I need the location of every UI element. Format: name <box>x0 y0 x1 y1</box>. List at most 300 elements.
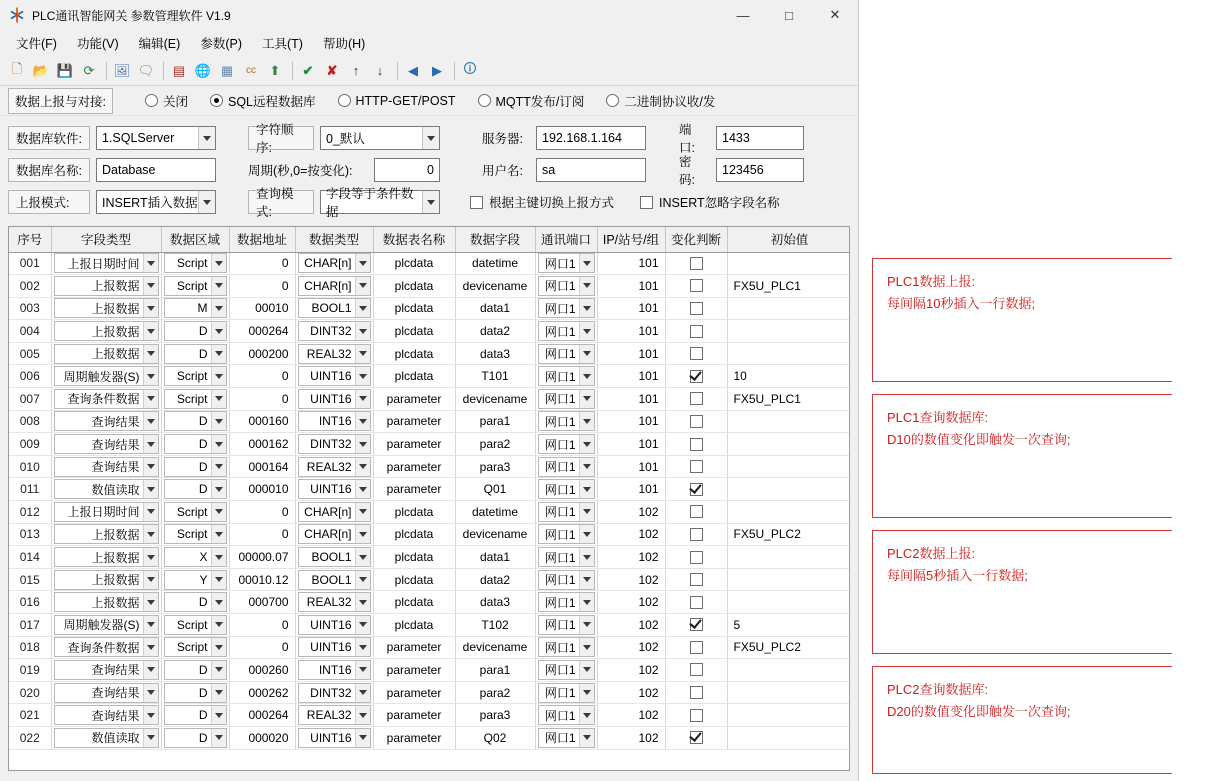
chevron-down-icon[interactable] <box>579 525 594 543</box>
table-row[interactable] <box>9 455 850 478</box>
cell-table-name[interactable]: parameter <box>373 659 455 682</box>
cell-data-address[interactable]: 0 <box>229 252 295 275</box>
change-detect-checkbox[interactable] <box>690 731 703 744</box>
cell-data-field[interactable]: data1 <box>455 546 535 569</box>
chevron-down-icon[interactable] <box>143 254 158 272</box>
cell-data-address[interactable]: 000010 <box>229 478 295 501</box>
cell-data-type[interactable] <box>295 342 373 365</box>
cell-table-name[interactable]: plcdata <box>373 320 455 343</box>
cell-ip-station[interactable]: 102 <box>597 614 665 637</box>
cell-data-type[interactable] <box>295 726 373 749</box>
table-row[interactable] <box>9 614 850 637</box>
cell-table-name[interactable]: parameter <box>373 410 455 433</box>
cell-data-field[interactable]: para1 <box>455 410 535 433</box>
table-row[interactable] <box>9 726 850 749</box>
cell-change-detect[interactable] <box>665 726 727 749</box>
cell-data-field[interactable]: para3 <box>455 455 535 478</box>
change-detect-checkbox[interactable] <box>690 279 703 292</box>
table-row[interactable] <box>9 523 850 546</box>
table-row[interactable] <box>9 591 850 614</box>
cell-ip-station[interactable]: 102 <box>597 659 665 682</box>
chevron-down-icon[interactable] <box>211 367 226 385</box>
chevron-down-icon[interactable] <box>579 277 594 295</box>
change-detect-checkbox[interactable] <box>690 483 703 496</box>
column-header-comm-port[interactable]: 通讯端口 <box>535 227 597 252</box>
table-row[interactable] <box>9 704 850 727</box>
cell-change-detect[interactable] <box>665 455 727 478</box>
chevron-down-icon[interactable] <box>211 480 226 498</box>
chevron-down-icon[interactable] <box>211 638 226 656</box>
chevron-down-icon[interactable] <box>355 345 370 363</box>
cell-table-name[interactable]: plcdata <box>373 501 455 524</box>
cell-initial-value[interactable] <box>727 726 850 749</box>
cell-field-type[interactable] <box>51 275 161 298</box>
chevron-down-icon[interactable] <box>355 390 370 408</box>
chevron-down-icon[interactable] <box>579 367 594 385</box>
cell-data-address[interactable]: 0 <box>229 275 295 298</box>
cell-comm-port[interactable] <box>535 433 597 456</box>
cell-data-address[interactable]: 00000.07 <box>229 546 295 569</box>
cell-ip-station[interactable]: 102 <box>597 681 665 704</box>
cell-data-field[interactable]: para2 <box>455 433 535 456</box>
cell-ip-station[interactable]: 101 <box>597 478 665 501</box>
cell-data-type[interactable] <box>295 297 373 320</box>
cell-data-field[interactable]: para1 <box>455 659 535 682</box>
chevron-down-icon[interactable] <box>355 412 370 430</box>
cell-ip-station[interactable]: 101 <box>597 433 665 456</box>
chevron-down-icon[interactable] <box>211 435 226 453</box>
chevron-down-icon[interactable] <box>143 638 158 656</box>
cell-table-name[interactable]: plcdata <box>373 591 455 614</box>
cell-initial-value[interactable] <box>727 410 850 433</box>
cell-field-type[interactable] <box>51 614 161 637</box>
cell-comm-port[interactable] <box>535 546 597 569</box>
cell-change-detect[interactable] <box>665 252 727 275</box>
cell-table-name[interactable]: parameter <box>373 636 455 659</box>
chevron-down-icon[interactable] <box>355 661 370 679</box>
chevron-down-icon[interactable] <box>211 548 226 566</box>
cell-data-type[interactable] <box>295 681 373 704</box>
cell-ip-station[interactable]: 101 <box>597 297 665 320</box>
cell-comm-port[interactable] <box>535 659 597 682</box>
chevron-down-icon[interactable] <box>143 458 158 476</box>
cell-data-area[interactable] <box>161 365 229 388</box>
chevron-down-icon[interactable] <box>355 458 370 476</box>
cell-field-type[interactable] <box>51 388 161 411</box>
port-input[interactable]: 1433 <box>716 126 804 150</box>
cell-change-detect[interactable] <box>665 320 727 343</box>
cell-initial-value[interactable] <box>727 659 850 682</box>
cell-data-area[interactable] <box>161 636 229 659</box>
cell-data-address[interactable]: 0 <box>229 501 295 524</box>
change-detect-checkbox[interactable] <box>690 257 703 270</box>
change-detect-checkbox[interactable] <box>690 641 703 654</box>
cell-initial-value[interactable] <box>727 704 850 727</box>
change-detect-checkbox[interactable] <box>690 325 703 338</box>
cell-ip-station[interactable]: 102 <box>597 523 665 546</box>
cell-data-type[interactable] <box>295 252 373 275</box>
change-detect-checkbox[interactable] <box>690 618 703 631</box>
chevron-down-icon[interactable] <box>143 480 158 498</box>
cell-data-area[interactable] <box>161 275 229 298</box>
chevron-down-icon[interactable] <box>355 254 370 272</box>
cell-ip-station[interactable]: 102 <box>597 636 665 659</box>
cell-table-name[interactable]: plcdata <box>373 342 455 365</box>
chevron-down-icon[interactable] <box>211 254 226 272</box>
chevron-down-icon[interactable] <box>355 299 370 317</box>
column-header-initial-value[interactable]: 初始值 <box>727 227 850 252</box>
cell-table-name[interactable]: parameter <box>373 478 455 501</box>
chevron-down-icon[interactable] <box>143 412 158 430</box>
chevron-down-icon[interactable] <box>422 191 439 213</box>
chevron-down-icon[interactable] <box>579 458 594 476</box>
chevron-down-icon[interactable] <box>579 638 594 656</box>
cell-comm-port[interactable] <box>535 365 597 388</box>
insert-ignore-checkbox[interactable] <box>640 193 780 211</box>
globe-icon[interactable]: 🌐 <box>194 62 212 78</box>
cell-data-field[interactable]: T101 <box>455 365 535 388</box>
column-header-field-type[interactable]: 字段类型 <box>51 227 161 252</box>
cell-data-address[interactable]: 00010 <box>229 297 295 320</box>
cell-field-type[interactable] <box>51 342 161 365</box>
cell-field-type[interactable] <box>51 433 161 456</box>
cell-table-name[interactable]: plcdata <box>373 365 455 388</box>
cell-initial-value[interactable] <box>727 297 850 320</box>
cell-comm-port[interactable] <box>535 297 597 320</box>
column-header-data-type[interactable]: 数据类型 <box>295 227 373 252</box>
cell-initial-value[interactable] <box>727 455 850 478</box>
minimize-button[interactable]: — <box>736 7 750 23</box>
column-header-seq[interactable]: 序号 <box>9 227 51 252</box>
cell-initial-value[interactable]: 10 <box>727 365 850 388</box>
chevron-down-icon[interactable] <box>579 593 594 611</box>
cell-data-type[interactable] <box>295 614 373 637</box>
cell-data-address[interactable]: 000160 <box>229 410 295 433</box>
change-detect-checkbox[interactable] <box>690 663 703 676</box>
chevron-down-icon[interactable] <box>211 571 226 589</box>
cell-data-address[interactable]: 0 <box>229 636 295 659</box>
chevron-down-icon[interactable] <box>143 322 158 340</box>
cell-data-type[interactable] <box>295 591 373 614</box>
chevron-down-icon[interactable] <box>579 390 594 408</box>
chevron-down-icon[interactable] <box>579 345 594 363</box>
chevron-down-icon[interactable] <box>355 593 370 611</box>
cell-data-area[interactable] <box>161 252 229 275</box>
chevron-down-icon[interactable] <box>211 706 226 724</box>
column-header-change-detect[interactable]: 变化判断 <box>665 227 727 252</box>
charset-select[interactable] <box>320 126 440 150</box>
table-row[interactable] <box>9 433 850 456</box>
chevron-down-icon[interactable] <box>143 345 158 363</box>
table-row[interactable] <box>9 681 850 704</box>
cell-data-area[interactable] <box>161 523 229 546</box>
chevron-down-icon[interactable] <box>355 277 370 295</box>
cell-change-detect[interactable] <box>665 523 727 546</box>
cell-change-detect[interactable] <box>665 275 727 298</box>
cell-data-address[interactable]: 0 <box>229 523 295 546</box>
cell-data-area[interactable] <box>161 320 229 343</box>
chevron-down-icon[interactable] <box>355 480 370 498</box>
cell-data-address[interactable]: 000200 <box>229 342 295 365</box>
cell-data-area[interactable] <box>161 568 229 591</box>
cell-field-type[interactable] <box>51 681 161 704</box>
change-detect-checkbox[interactable] <box>690 460 703 473</box>
chevron-down-icon[interactable] <box>579 412 594 430</box>
cell-comm-port[interactable] <box>535 410 597 433</box>
cell-data-type[interactable] <box>295 388 373 411</box>
cell-data-type[interactable] <box>295 320 373 343</box>
chevron-down-icon[interactable] <box>579 661 594 679</box>
cell-change-detect[interactable] <box>665 614 727 637</box>
chevron-down-icon[interactable] <box>579 299 594 317</box>
chevron-down-icon[interactable] <box>355 571 370 589</box>
cell-comm-port[interactable] <box>535 320 597 343</box>
table-row[interactable] <box>9 546 850 569</box>
chevron-down-icon[interactable] <box>579 322 594 340</box>
cell-change-detect[interactable] <box>665 704 727 727</box>
chevron-down-icon[interactable] <box>143 616 158 634</box>
cell-data-area[interactable] <box>161 501 229 524</box>
cell-data-type[interactable] <box>295 659 373 682</box>
close-button[interactable]: ✕ <box>829 7 841 22</box>
cell-field-type[interactable] <box>51 320 161 343</box>
cell-data-field[interactable]: devicename <box>455 388 535 411</box>
grid-icon[interactable]: ▦ <box>220 62 234 78</box>
chevron-down-icon[interactable] <box>579 254 594 272</box>
cell-data-field[interactable]: Q01 <box>455 478 535 501</box>
cell-ip-station[interactable]: 102 <box>597 591 665 614</box>
chevron-down-icon[interactable] <box>143 548 158 566</box>
cell-initial-value[interactable] <box>727 681 850 704</box>
cell-data-field[interactable]: datetime <box>455 501 535 524</box>
cell-data-field[interactable]: para3 <box>455 704 535 727</box>
cell-initial-value[interactable]: FX5U_PLC2 <box>727 636 850 659</box>
chevron-down-icon[interactable] <box>211 616 226 634</box>
cell-field-type[interactable] <box>51 523 161 546</box>
table-row[interactable] <box>9 636 850 659</box>
radio-mqtt[interactable] <box>478 92 585 110</box>
cell-data-field[interactable]: para2 <box>455 681 535 704</box>
chevron-down-icon[interactable] <box>211 661 226 679</box>
menu-edit[interactable]: 编辑(E) <box>138 37 181 51</box>
confirm-icon[interactable]: ✔ <box>302 62 314 78</box>
table-row[interactable] <box>9 388 850 411</box>
chevron-down-icon[interactable] <box>355 322 370 340</box>
column-header-data-area[interactable]: 数据区域 <box>161 227 229 252</box>
chevron-down-icon[interactable] <box>579 503 594 521</box>
cell-data-field[interactable]: data1 <box>455 297 535 320</box>
cell-comm-port[interactable] <box>535 342 597 365</box>
column-header-data-field[interactable]: 数据字段 <box>455 227 535 252</box>
cell-initial-value[interactable] <box>727 433 850 456</box>
cell-field-type[interactable] <box>51 410 161 433</box>
cell-data-field[interactable]: data3 <box>455 342 535 365</box>
cell-table-name[interactable]: plcdata <box>373 275 455 298</box>
cell-table-name[interactable]: parameter <box>373 388 455 411</box>
cell-data-type[interactable] <box>295 501 373 524</box>
cell-change-detect[interactable] <box>665 636 727 659</box>
chevron-down-icon[interactable] <box>211 390 226 408</box>
cell-change-detect[interactable] <box>665 478 727 501</box>
cell-field-type[interactable] <box>51 659 161 682</box>
change-detect-checkbox[interactable] <box>690 370 703 383</box>
cell-change-detect[interactable] <box>665 388 727 411</box>
change-detect-checkbox[interactable] <box>690 573 703 586</box>
cell-field-type[interactable] <box>51 501 161 524</box>
change-detect-checkbox[interactable] <box>690 415 703 428</box>
cell-comm-port[interactable] <box>535 523 597 546</box>
cell-data-type[interactable] <box>295 410 373 433</box>
cell-comm-port[interactable] <box>535 591 597 614</box>
chevron-down-icon[interactable] <box>211 684 226 702</box>
cell-data-area[interactable] <box>161 455 229 478</box>
db-software-select[interactable] <box>96 126 216 150</box>
cell-data-area[interactable] <box>161 342 229 365</box>
chevron-down-icon[interactable] <box>422 127 439 149</box>
cell-table-name[interactable]: plcdata <box>373 252 455 275</box>
cell-comm-port[interactable] <box>535 636 597 659</box>
cell-data-field[interactable]: Q02 <box>455 726 535 749</box>
table-row[interactable] <box>9 297 850 320</box>
password-input[interactable]: 123456 <box>716 158 804 182</box>
cell-initial-value[interactable] <box>727 252 850 275</box>
chevron-down-icon[interactable] <box>143 367 158 385</box>
cell-change-detect[interactable] <box>665 365 727 388</box>
change-detect-checkbox[interactable] <box>690 709 703 722</box>
table-row[interactable] <box>9 478 850 501</box>
cell-data-address[interactable]: 000264 <box>229 704 295 727</box>
cell-initial-value[interactable] <box>727 568 850 591</box>
primary-key-checkbox[interactable] <box>470 193 614 211</box>
cell-field-type[interactable] <box>51 726 161 749</box>
change-detect-checkbox[interactable] <box>690 438 703 451</box>
export-icon[interactable]: 🖼 <box>113 62 131 78</box>
chevron-down-icon[interactable] <box>211 729 226 747</box>
change-detect-checkbox[interactable] <box>690 302 703 315</box>
radio-sql-remote-db[interactable] <box>210 92 316 110</box>
cell-data-area[interactable] <box>161 681 229 704</box>
cell-table-name[interactable]: parameter <box>373 704 455 727</box>
chevron-down-icon[interactable] <box>579 435 594 453</box>
cell-change-detect[interactable] <box>665 659 727 682</box>
menu-help[interactable]: 帮助(H) <box>322 37 366 51</box>
upload-mode-select[interactable] <box>96 190 216 214</box>
chevron-down-icon[interactable] <box>143 435 158 453</box>
cell-data-area[interactable] <box>161 614 229 637</box>
comment-icon[interactable]: 🗨 <box>137 62 155 78</box>
cell-data-address[interactable]: 000262 <box>229 681 295 704</box>
cell-data-address[interactable]: 000162 <box>229 433 295 456</box>
cell-data-field[interactable]: devicename <box>455 636 535 659</box>
chevron-down-icon[interactable] <box>579 480 594 498</box>
cell-data-address[interactable]: 000020 <box>229 726 295 749</box>
cell-table-name[interactable]: parameter <box>373 455 455 478</box>
cell-comm-port[interactable] <box>535 388 597 411</box>
cell-ip-station[interactable]: 101 <box>597 320 665 343</box>
cell-data-area[interactable] <box>161 297 229 320</box>
arrow-up-icon[interactable]: ↑ <box>352 63 360 78</box>
cell-table-name[interactable]: plcdata <box>373 523 455 546</box>
cell-field-type[interactable] <box>51 636 161 659</box>
chevron-down-icon[interactable] <box>211 277 226 295</box>
code-icon[interactable]: cc <box>246 65 256 76</box>
chevron-down-icon[interactable] <box>198 127 215 149</box>
chevron-down-icon[interactable] <box>355 503 370 521</box>
cell-data-type[interactable] <box>295 455 373 478</box>
cell-data-area[interactable] <box>161 388 229 411</box>
cell-initial-value[interactable] <box>727 591 850 614</box>
change-detect-checkbox[interactable] <box>690 528 703 541</box>
open-folder-icon[interactable]: 📂 <box>32 62 50 78</box>
cell-change-detect[interactable] <box>665 342 727 365</box>
chevron-down-icon[interactable] <box>211 345 226 363</box>
cell-field-type[interactable] <box>51 591 161 614</box>
refresh-icon[interactable]: ⟳ <box>83 62 95 78</box>
cell-ip-station[interactable]: 101 <box>597 342 665 365</box>
help-icon[interactable]: 🛈 <box>463 60 477 76</box>
cell-data-area[interactable] <box>161 478 229 501</box>
chevron-down-icon[interactable] <box>211 299 226 317</box>
change-detect-checkbox[interactable] <box>690 392 703 405</box>
cell-data-type[interactable] <box>295 568 373 591</box>
period-input[interactable]: 0 <box>374 158 440 182</box>
cell-change-detect[interactable] <box>665 681 727 704</box>
change-detect-checkbox[interactable] <box>690 596 703 609</box>
cell-initial-value[interactable] <box>727 546 850 569</box>
cell-field-type[interactable] <box>51 568 161 591</box>
cell-data-type[interactable] <box>295 478 373 501</box>
cell-ip-station[interactable]: 101 <box>597 252 665 275</box>
cell-data-area[interactable] <box>161 726 229 749</box>
cell-field-type[interactable] <box>51 365 161 388</box>
cell-change-detect[interactable] <box>665 546 727 569</box>
cell-data-type[interactable] <box>295 275 373 298</box>
cell-data-area[interactable] <box>161 659 229 682</box>
change-detect-checkbox[interactable] <box>690 347 703 360</box>
cell-data-field[interactable]: devicename <box>455 523 535 546</box>
cell-table-name[interactable]: plcdata <box>373 546 455 569</box>
chevron-down-icon[interactable] <box>143 277 158 295</box>
cell-comm-port[interactable] <box>535 726 597 749</box>
cell-data-field[interactable]: devicename <box>455 275 535 298</box>
cell-ip-station[interactable]: 101 <box>597 365 665 388</box>
chevron-down-icon[interactable] <box>355 706 370 724</box>
cell-ip-station[interactable]: 101 <box>597 388 665 411</box>
cell-initial-value[interactable]: FX5U_PLC1 <box>727 275 850 298</box>
next-icon[interactable]: ▶ <box>432 62 442 78</box>
chevron-down-icon[interactable] <box>355 616 370 634</box>
cell-data-field[interactable]: datetime <box>455 252 535 275</box>
chevron-down-icon[interactable] <box>143 706 158 724</box>
cell-data-area[interactable] <box>161 591 229 614</box>
cell-data-field[interactable]: data2 <box>455 320 535 343</box>
cell-table-name[interactable]: plcdata <box>373 568 455 591</box>
cell-data-area[interactable] <box>161 433 229 456</box>
chevron-down-icon[interactable] <box>143 571 158 589</box>
cell-data-field[interactable]: T102 <box>455 614 535 637</box>
cell-data-address[interactable]: 000700 <box>229 591 295 614</box>
cell-data-type[interactable] <box>295 365 373 388</box>
cell-table-name[interactable]: parameter <box>373 726 455 749</box>
cell-change-detect[interactable] <box>665 410 727 433</box>
column-header-data-address[interactable]: 数据地址 <box>229 227 295 252</box>
change-detect-checkbox[interactable] <box>690 686 703 699</box>
chevron-down-icon[interactable] <box>143 525 158 543</box>
chevron-down-icon[interactable] <box>355 525 370 543</box>
cell-comm-port[interactable] <box>535 478 597 501</box>
chevron-down-icon[interactable] <box>211 525 226 543</box>
cell-comm-port[interactable] <box>535 501 597 524</box>
